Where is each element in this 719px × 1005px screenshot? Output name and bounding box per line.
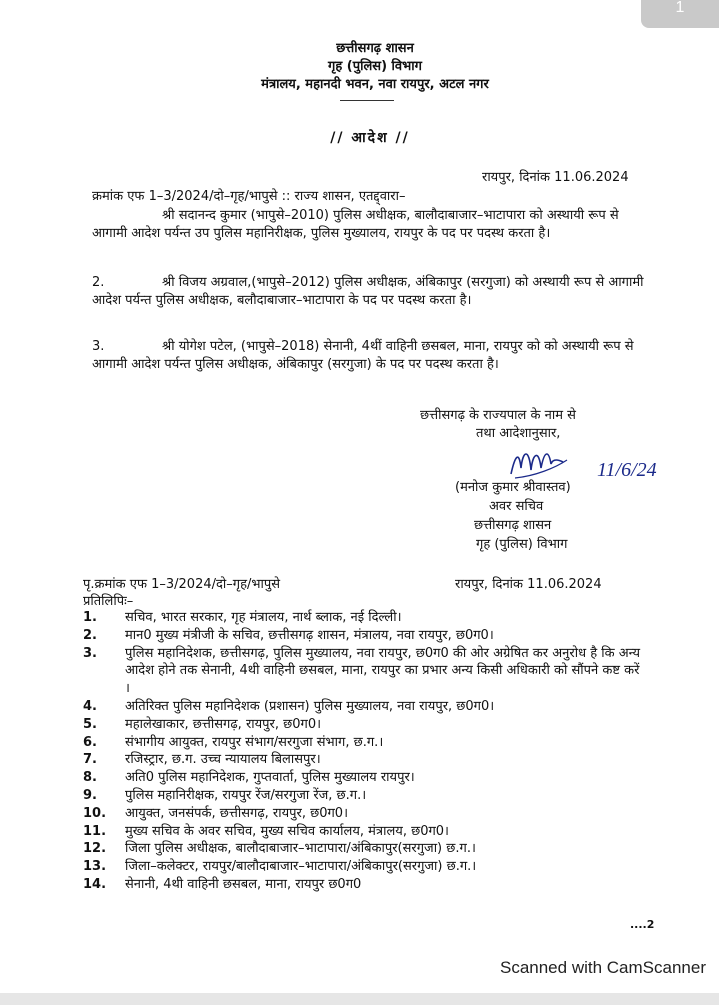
signatory-designation: अवर सचिव bbox=[489, 499, 544, 514]
order-paragraph-2 bbox=[92, 274, 652, 310]
paragraph-number: 2. bbox=[92, 275, 105, 290]
list-item: 2. मान0 मुख्य मंत्रीजी के सचिव, छत्तीसगढ़ शासन, मंत्रालय, नवा रायपुर, छ0ग0। bbox=[83, 627, 494, 643]
header-address: मंत्रालय, महानदी भवन, नवा रायपुर, अटल नगर bbox=[261, 77, 489, 92]
signatory-office-1: छत्तीसगढ़ शासन bbox=[474, 518, 552, 533]
paragraph-number: 3. bbox=[92, 339, 105, 354]
copy-date: रायपुर, दिनांक 11.06.2024 bbox=[455, 577, 602, 592]
order-paragraph-1 bbox=[92, 207, 652, 243]
list-item: 8. अति0 पुलिस महानिदेशक, गुप्तवार्ता, पुलिस मुख्यालय रायपुर। bbox=[83, 770, 415, 786]
paragraph-text: श्री योगेश पटेल, (भापुसे–2018) सेनानी, 4थीं वाहिनी छसबल, माना, रायपुर को को अस्थायी रूप से आगामी आदेश पर्यन्त पुलिस अधीक्षक, अंबिकापुर (सरगुजा) के पद पर पदस्थ करता है। bbox=[92, 339, 634, 372]
list-item: 5. महालेखाकार, छत्तीसगढ़, रायपुर, छ0ग0। bbox=[83, 716, 322, 732]
list-item: 13. जिला–कलेक्टर, रायपुर/बालौदाबाजार–भाटापारा/अंबिकापुर(सरगुजा) छ.ग.। bbox=[83, 859, 477, 875]
signatory-office-2: गृह (पुलिस) विभाग bbox=[476, 537, 568, 552]
list-item: 12. जिला पुलिस अधीक्षक, बालौदाबाजार–भाटापारा/अंबिकापुर(सरगुजा) छ.ग.। bbox=[83, 841, 476, 857]
order-reference: क्रमांक एफ 1–3/2024/दो–गृह/भापुसे :: राज्य शासन, एतद्द्वारा– bbox=[92, 189, 406, 204]
copy-to-label: प्रतिलिपिः– bbox=[83, 594, 134, 609]
header-divider bbox=[340, 100, 394, 101]
order-title: // आदेश // bbox=[330, 130, 410, 146]
paragraph-text: श्री विजय अग्रवाल,(भापुसे–2012) पुलिस अधीक्षक, अंबिकापुर (सरगुजा) को अस्थायी रूप से आगामी आदेश पर्यन्त पुलिस अधीक्षक, बलौदाबाजार–भाटापारा के पद पर पदस्थ करता है। bbox=[92, 275, 644, 308]
paragraph-text: श्री सदानन्द कुमार (भापुसे–2010) पुलिस अधीक्षक, बालौदाबाजार–भाटापारा को अस्थायी रूप से आगामी आदेश पर्यन्त उप पुलिस महानिरीक्षक, पुलिस मुख्यालय, रायपुर के पद पर पदस्थ करता है। bbox=[92, 208, 619, 241]
by-order-line-2: तथा आदेशानुसार, bbox=[476, 426, 561, 441]
camscanner-watermark: Scanned with CamScanner bbox=[499, 958, 706, 977]
list-item: 7. रजिस्ट्रार, छ.ग. उच्च न्यायालय बिलासपुर। bbox=[83, 752, 321, 768]
copy-reference: पृ.क्रमांक एफ 1–3/2024/दो–गृह/भापुसे bbox=[83, 577, 281, 592]
list-item: 1. सचिव, भारत सरकार, गृह मंत्रालय, नार्थ ब्लाक, नई दिल्ली। bbox=[83, 610, 402, 625]
list-item: 9. पुलिस महानिरीक्षक, रायपुर रेंज/सरगुजा रेंज, छ.ग.। bbox=[83, 787, 367, 803]
list-item: 3. पुलिस महानिदेशक, छत्तीसगढ़, पुलिस मुख्यालय, नवा रायपुर, छ0ग0 की ओर अग्रेषित कर अनुरोध है कि अन्य आदेश होने तक सेनानी, 4थी वाहिनी छसबल, माना, रायपुर का प्रभार अन्य किसी अधिकारी को सौंपने कष्ट करें । bbox=[83, 645, 641, 697]
handwritten-date: 11/6/24 bbox=[597, 459, 657, 481]
list-item: 14. सेनानी, 4थी वाहिनी छसबल, माना, रायपुर छ0ग0 bbox=[83, 876, 362, 892]
header-government: छत्तीसगढ़ शासन bbox=[336, 41, 414, 56]
order-date: रायपुर, दिनांक 11.06.2024 bbox=[482, 170, 629, 185]
copy-list bbox=[83, 609, 643, 894]
bottom-bar bbox=[0, 993, 719, 1005]
order-paragraph-3 bbox=[92, 338, 652, 374]
signatory-name: (मनोज कुमार श्रीवास्तव) bbox=[455, 480, 571, 495]
header-department: गृह (पुलिस) विभाग bbox=[328, 59, 422, 74]
list-item: 11. मुख्य सचिव के अवर सचिव, मुख्य सचिव कार्यालय, मंत्रालय, छ0ग0। bbox=[83, 823, 449, 839]
by-order-line-1: छत्तीसगढ़ के राज्यपाल के नाम से bbox=[420, 408, 576, 423]
list-item: 6. संभागीय आयुक्त, रायपुर संभाग/सरगुजा संभाग, छ.ग.। bbox=[83, 734, 384, 750]
page-continuation: ....2 bbox=[630, 918, 655, 931]
list-item: 4. अतिरिक्त पुलिस महानिदेशक (प्रशासन) पुलिस मुख्यालय, नवा रायपुर, छ0ग0। bbox=[83, 698, 495, 714]
page-counter-tab: 1 bbox=[641, 0, 719, 28]
list-item: 10. आयुक्त, जनसंपर्क, छत्तीसगढ़, रायपुर, छ0ग0। bbox=[83, 805, 348, 821]
